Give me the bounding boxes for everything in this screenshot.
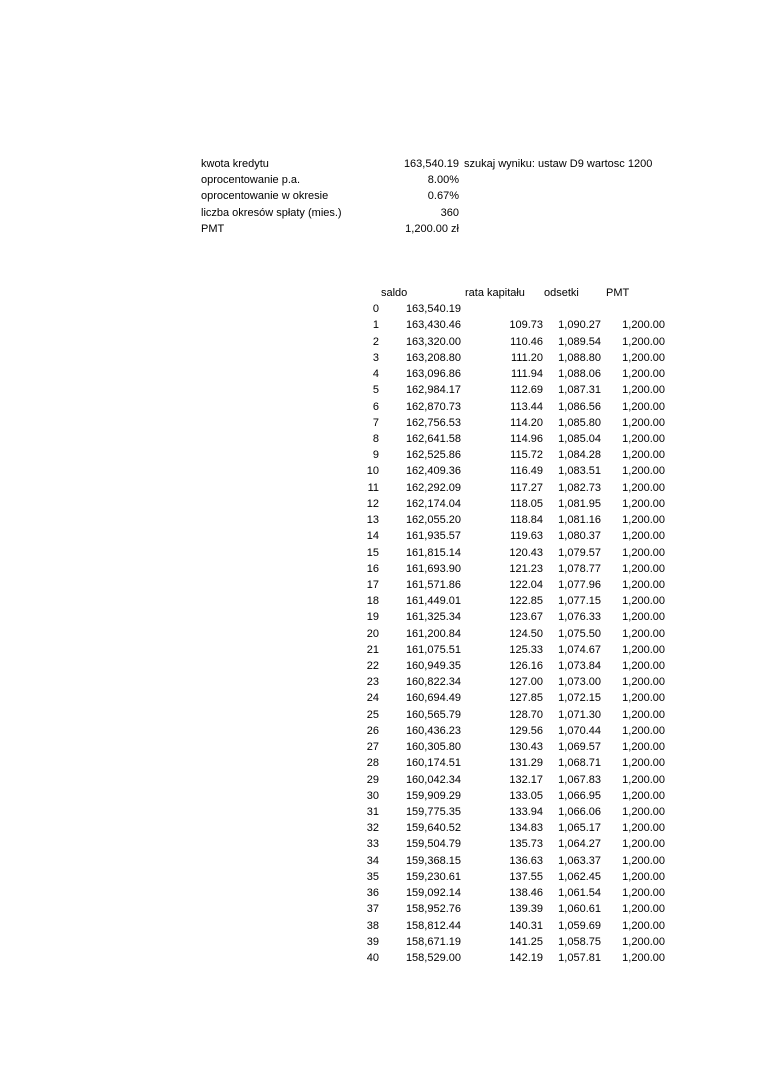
interest-cell: 1,075.50 [558, 627, 601, 640]
interest-cell: 1,077.96 [558, 578, 601, 591]
saldo-cell: 159,640.52 [405, 822, 461, 835]
interest-cell: 1,083.51 [558, 465, 601, 478]
saldo-cell: 162,870.73 [405, 400, 461, 413]
period-cell: 10 [366, 465, 379, 478]
saldo-cell: 161,449.01 [405, 595, 461, 608]
interest-cell: 1,088.06 [558, 368, 601, 381]
period-cell: 23 [366, 676, 379, 689]
pmt-cell: 1,200.00 [622, 887, 665, 900]
period-cell: 1 [372, 319, 379, 332]
pmt-cell: 1,200.00 [622, 351, 665, 364]
header-pmt: PMT [606, 287, 630, 299]
capital-cell: 123.67 [509, 611, 543, 624]
period-cell: 25 [366, 708, 379, 721]
saldo-cell: 161,200.84 [405, 627, 461, 640]
pmt-cell: 1,200.00 [622, 595, 665, 608]
saldo-cell: 160,949.35 [405, 660, 461, 673]
interest-cell: 1,078.77 [558, 562, 601, 575]
pmt-cell: 1,200.00 [622, 335, 665, 348]
saldo-cell: 158,529.00 [405, 951, 461, 964]
header-saldo: saldo [381, 287, 408, 299]
pmt-cell: 1,200.00 [622, 384, 665, 397]
interest-cell: 1,061.54 [558, 887, 601, 900]
period-cell: 28 [366, 757, 379, 770]
pmt-cell: 1,200.00 [622, 660, 665, 673]
pmt-cell: 1,200.00 [622, 530, 665, 543]
period-cell: 4 [372, 368, 379, 381]
pmt-cell: 1,200.00 [622, 546, 665, 559]
saldo-cell: 160,565.79 [405, 708, 461, 721]
period-cell: 15 [366, 546, 379, 559]
period-cell: 18 [366, 595, 379, 608]
capital-cell: 116.49 [510, 465, 543, 478]
capital-cell: 139.39 [509, 903, 543, 916]
pmt-cell: 1,200.00 [622, 643, 665, 656]
period-cell: 13 [366, 514, 379, 527]
interest-cell: 1,062.45 [558, 870, 601, 883]
period-cell: 29 [366, 773, 379, 786]
capital-cell: 119.63 [510, 530, 543, 543]
pmt-cell: 1,200.00 [622, 951, 665, 964]
header-interest: odsetki [544, 287, 579, 299]
saldo-cell: 160,436.23 [405, 724, 461, 737]
period-cell: 30 [366, 789, 379, 802]
interest-cell: 1,059.69 [558, 919, 601, 932]
saldo-cell: 159,092.14 [405, 887, 461, 900]
period-cell: 34 [366, 854, 379, 867]
interest-cell: 1,086.56 [558, 400, 601, 413]
period-cell: 2 [372, 335, 379, 348]
capital-cell: 113.44 [510, 400, 543, 413]
param-value: 0.67% [427, 190, 459, 203]
interest-cell: 1,063.37 [558, 854, 601, 867]
capital-cell: 134.83 [509, 822, 543, 835]
saldo-cell: 162,174.04 [405, 497, 461, 510]
param-label: oprocentowanie w okresie [201, 190, 329, 203]
capital-cell: 121.23 [509, 562, 543, 575]
pmt-cell: 1,200.00 [622, 757, 665, 770]
capital-cell: 122.04 [509, 578, 543, 591]
saldo-cell: 160,174.51 [405, 757, 461, 770]
interest-cell: 1,077.15 [558, 595, 601, 608]
saldo-cell: 162,984.17 [405, 384, 461, 397]
saldo-cell: 159,909.29 [405, 789, 461, 802]
period-cell: 3 [372, 351, 379, 364]
interest-cell: 1,071.30 [558, 708, 601, 721]
param-label: kwota kredytu [201, 158, 269, 170]
capital-cell: 129.56 [509, 724, 543, 737]
pmt-cell: 1,200.00 [622, 449, 665, 462]
saldo-cell: 161,571.86 [405, 578, 461, 591]
saldo-cell: 162,756.53 [405, 416, 461, 429]
saldo-cell: 160,822.34 [405, 676, 461, 689]
capital-cell: 118.84 [510, 514, 543, 527]
goal-seek-note: szukaj wyniku: ustaw D9 wartosc 1200 [464, 158, 653, 170]
saldo-cell: 163,430.46 [405, 319, 461, 332]
interest-cell: 1,089.54 [558, 335, 601, 348]
capital-cell: 138.46 [509, 887, 543, 900]
pmt-cell: 1,200.00 [622, 514, 665, 527]
period-cell: 9 [372, 449, 379, 462]
interest-cell: 1,079.57 [558, 546, 601, 559]
capital-cell: 118.05 [510, 497, 543, 510]
saldo-cell: 162,525.86 [405, 449, 461, 462]
pmt-cell: 1,200.00 [622, 416, 665, 429]
capital-cell: 112.69 [510, 384, 543, 397]
capital-cell: 130.43 [509, 741, 543, 754]
interest-cell: 1,081.16 [558, 514, 601, 527]
saldo-cell: 162,055.20 [405, 514, 461, 527]
saldo-cell: 162,409.36 [405, 465, 461, 478]
period-cell: 17 [366, 578, 379, 591]
saldo-cell: 162,641.58 [405, 432, 461, 445]
period-cell: 38 [366, 919, 379, 932]
period-cell: 16 [366, 562, 379, 575]
pmt-cell: 1,200.00 [622, 497, 665, 510]
capital-cell: 124.50 [509, 627, 543, 640]
saldo-cell: 160,305.80 [405, 741, 461, 754]
saldo-cell: 163,208.80 [405, 351, 461, 364]
pmt-cell: 1,200.00 [622, 627, 665, 640]
interest-cell: 1,072.15 [558, 692, 601, 705]
capital-cell: 140.31 [509, 919, 543, 932]
interest-cell: 1,084.28 [558, 449, 601, 462]
saldo-cell: 160,042.34 [405, 773, 461, 786]
interest-cell: 1,090.27 [558, 319, 601, 332]
pmt-cell: 1,200.00 [622, 692, 665, 705]
param-value: 8.00% [427, 174, 459, 187]
interest-cell: 1,087.31 [558, 384, 601, 397]
pmt-cell: 1,200.00 [622, 935, 665, 948]
capital-cell: 133.05 [509, 789, 543, 802]
interest-cell: 1,066.06 [558, 806, 601, 818]
saldo-cell: 163,096.86 [405, 368, 461, 381]
saldo-cell: 163,320.00 [405, 335, 461, 348]
period-cell: 7 [372, 416, 379, 429]
period-cell: 6 [372, 400, 379, 413]
period-cell: 35 [366, 870, 379, 883]
interest-cell: 1,066.95 [558, 789, 601, 802]
saldo-cell: 158,812.44 [405, 919, 461, 932]
period-cell: 37 [366, 903, 379, 916]
capital-cell: 122.85 [509, 595, 543, 608]
capital-cell: 141.25 [509, 935, 543, 948]
capital-cell: 127.85 [509, 692, 543, 705]
period-cell: 19 [366, 611, 379, 624]
interest-cell: 1,057.81 [558, 951, 601, 964]
interest-cell: 1,085.04 [558, 432, 601, 445]
capital-cell: 114.20 [510, 416, 543, 429]
period-cell: 20 [366, 627, 379, 640]
pmt-cell: 1,200.00 [622, 319, 665, 332]
pmt-cell: 1,200.00 [622, 789, 665, 802]
interest-cell: 1,080.37 [558, 530, 601, 543]
capital-cell: 109.73 [509, 319, 543, 332]
pmt-cell: 1,200.00 [622, 741, 665, 754]
pmt-cell: 1,200.00 [622, 806, 665, 818]
saldo-cell: 158,952.76 [405, 903, 461, 916]
capital-cell: 114.96 [510, 432, 543, 445]
saldo-cell: 159,775.35 [405, 806, 461, 818]
interest-cell: 1,073.00 [558, 676, 601, 689]
pmt-cell: 1,200.00 [622, 562, 665, 575]
period-cell: 40 [366, 951, 379, 964]
param-label: PMT [201, 222, 225, 235]
capital-cell: 135.73 [509, 838, 543, 851]
saldo-cell: 161,075.51 [405, 643, 461, 656]
saldo-cell: 159,368.15 [405, 854, 461, 867]
capital-cell: 117.27 [510, 481, 543, 494]
pmt-cell: 1,200.00 [622, 578, 665, 591]
capital-cell: 110.46 [510, 335, 543, 348]
param-value: 163,540.19 [403, 158, 459, 170]
pmt-cell: 1,200.00 [622, 368, 665, 381]
capital-cell: 128.70 [509, 708, 543, 721]
pmt-cell: 1,200.00 [622, 838, 665, 851]
saldo-cell: 162,292.09 [405, 481, 461, 494]
period-cell: 26 [366, 724, 379, 737]
interest-cell: 1,081.95 [558, 497, 601, 510]
interest-cell: 1,069.57 [558, 741, 601, 754]
pmt-cell: 1,200.00 [622, 465, 665, 478]
interest-cell: 1,067.83 [558, 773, 601, 786]
saldo-cell: 159,504.79 [405, 838, 461, 851]
pmt-cell: 1,200.00 [622, 400, 665, 413]
period-cell: 22 [366, 660, 379, 673]
interest-cell: 1,060.61 [558, 903, 601, 916]
param-label: oprocentowanie p.a. [201, 174, 301, 187]
interest-cell: 1,082.73 [558, 481, 601, 494]
interest-cell: 1,073.84 [558, 660, 601, 673]
pmt-cell: 1,200.00 [622, 676, 665, 689]
interest-cell: 1,076.33 [558, 611, 601, 624]
period-cell: 14 [366, 530, 379, 543]
pmt-cell: 1,200.00 [622, 773, 665, 786]
saldo-cell: 161,815.14 [405, 546, 461, 559]
pmt-cell: 1,200.00 [622, 870, 665, 883]
period-cell: 21 [366, 643, 379, 656]
interest-cell: 1,070.44 [558, 724, 601, 737]
interest-cell: 1,088.80 [558, 351, 601, 364]
interest-cell: 1,065.17 [558, 822, 601, 835]
pmt-cell: 1,200.00 [622, 481, 665, 494]
pmt-cell: 1,200.00 [622, 854, 665, 867]
pmt-cell: 1,200.00 [622, 708, 665, 721]
capital-cell: 133.94 [509, 806, 543, 818]
period-cell: 8 [372, 432, 379, 445]
param-value: 360 [440, 206, 459, 219]
header-capital: rata kapitału [465, 287, 525, 299]
period-cell: 32 [366, 822, 379, 835]
capital-cell: 115.72 [510, 449, 543, 462]
capital-cell: 132.17 [509, 773, 543, 786]
interest-cell: 1,085.80 [558, 416, 601, 429]
saldo-cell: 163,540.19 [405, 303, 461, 316]
capital-cell: 111.94 [510, 368, 543, 381]
period-cell: 33 [366, 838, 379, 851]
pmt-cell: 1,200.00 [622, 822, 665, 835]
capital-cell: 111.20 [510, 351, 543, 364]
capital-cell: 136.63 [509, 854, 543, 867]
saldo-cell: 161,935.57 [405, 530, 461, 543]
period-cell: 11 [367, 481, 379, 494]
period-cell: 39 [366, 935, 379, 948]
pmt-cell: 1,200.00 [622, 432, 665, 445]
saldo-cell: 159,230.61 [405, 870, 461, 883]
saldo-cell: 160,694.49 [405, 692, 461, 705]
pmt-cell: 1,200.00 [622, 903, 665, 916]
saldo-cell: 161,325.34 [405, 611, 461, 624]
saldo-cell: 161,693.90 [405, 562, 461, 575]
capital-cell: 125.33 [509, 643, 543, 656]
period-cell: 31 [366, 806, 379, 818]
pmt-cell: 1,200.00 [622, 919, 665, 932]
period-cell: 27 [366, 741, 379, 754]
period-cell: 0 [372, 303, 379, 316]
capital-cell: 131.29 [509, 757, 543, 770]
period-cell: 12 [366, 497, 379, 510]
interest-cell: 1,058.75 [558, 935, 601, 948]
interest-cell: 1,074.67 [558, 643, 601, 656]
capital-cell: 137.55 [509, 870, 543, 883]
period-cell: 36 [366, 887, 379, 900]
interest-cell: 1,068.71 [558, 757, 601, 770]
saldo-cell: 158,671.19 [405, 935, 461, 948]
capital-cell: 126.16 [509, 660, 543, 673]
interest-cell: 1,064.27 [558, 838, 601, 851]
capital-cell: 142.19 [509, 951, 543, 964]
param-label: liczba okresów spłaty (mies.) [201, 206, 342, 219]
capital-cell: 120.43 [509, 546, 543, 559]
period-cell: 24 [366, 692, 379, 705]
capital-cell: 127.00 [509, 676, 543, 689]
period-cell: 5 [372, 384, 379, 397]
param-value: 1,200.00 zł [405, 222, 459, 235]
pmt-cell: 1,200.00 [622, 724, 665, 737]
pmt-cell: 1,200.00 [622, 611, 665, 624]
